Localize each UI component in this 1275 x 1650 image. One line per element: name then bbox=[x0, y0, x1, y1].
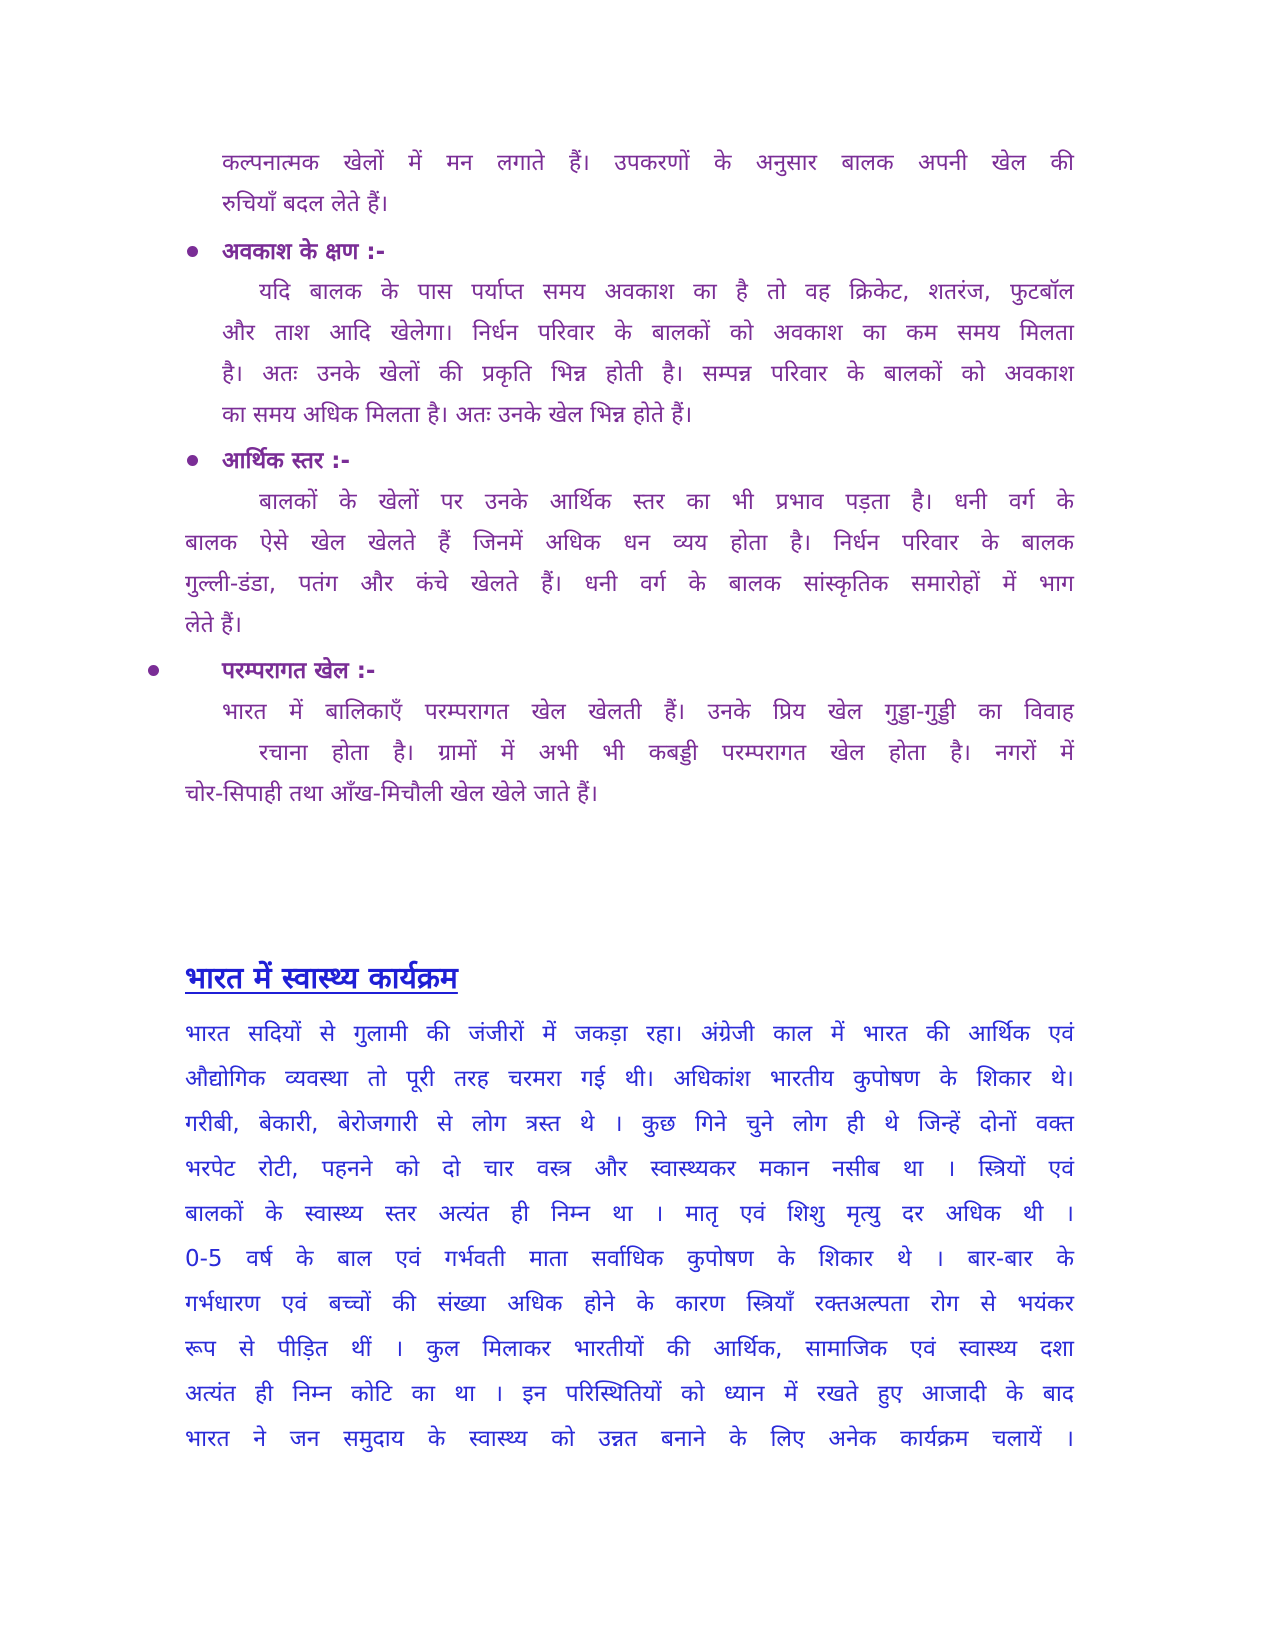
bullet-icon bbox=[148, 665, 159, 676]
text-line: रूप से पीड़ित थीं । कुल मिलाकर भारतीयों की आर्थिक, सामाजिक एवं स्वास्थ्य दशा bbox=[185, 1336, 1074, 1362]
bullet-icon bbox=[187, 246, 198, 257]
continuation-paragraph bbox=[222, 143, 1074, 225]
text-line: औद्योगिक व्यवस्था तो पूरी तरह चरमरा गई थी। अधिकांश भारतीय कुपोषण के शिकार थे। bbox=[185, 1066, 1074, 1092]
text-line: 0-5 वर्ष के बाल एवं गर्भवती माता सर्वाधिक कुपोषण के शिकार थे । बार-बार के bbox=[185, 1246, 1074, 1272]
text-line: का समय अधिक मिलता है। अतः उनके खेल भिन्न होते हैं। bbox=[222, 402, 693, 428]
text-line: गर्भधारण एवं बच्चों की संख्या अधिक होने के कारण स्त्रियाँ रक्तअल्पता रोग से भयंकर bbox=[185, 1291, 1074, 1317]
avkash-paragraph bbox=[222, 272, 1074, 436]
heading-avkash: अवकाश के क्षण :- bbox=[222, 239, 386, 265]
text-line: यदि बालक के पास पर्याप्त समय अवकाश का है तो वह क्रिकेट, शतरंज, फुटबॉल bbox=[259, 279, 1074, 305]
text-line: गरीबी, बेकारी, बेरोजगारी से लोग त्रस्त थे । कुछ गिने चुने लोग ही थे जिन्हें दोनों वक्त bbox=[185, 1111, 1074, 1137]
text-line: चोर-सिपाही तथा आँख-मिचौली खेल खेले जाते हैं। bbox=[185, 781, 598, 807]
text-line: बालक ऐसे खेल खेलते हैं जिनमें अधिक धन व्यय होता है। निर्धन परिवार के बालक bbox=[185, 530, 1074, 556]
text-line: भारत में बालिकाएँ परम्परागत खेल खेलती हैं। उनके प्रिय खेल गुड्डा-गुड्डी का विवाह bbox=[222, 699, 1074, 725]
arthik-paragraph bbox=[185, 482, 1074, 646]
text-line: भरपेट रोटी, पहनने को दो चार वस्त्र और स्वास्थ्यकर मकान नसीब था । स्त्रियों एवं bbox=[185, 1156, 1074, 1182]
text-line: रचाना होता है। ग्रामों में अभी भी कबड्डी परम्परागत खेल होता है। नगरों में bbox=[259, 740, 1074, 766]
parampragat-paragraph bbox=[185, 692, 1074, 815]
text-line: कल्पनात्मक खेलों में मन लगाते हैं। उपकरणों के अनुसार बालक अपनी खेल की bbox=[222, 150, 1074, 176]
text-line: है। अतः उनके खेलों की प्रकृति भिन्न होती है। सम्पन्न परिवार के बालकों को अवकाश bbox=[222, 361, 1074, 387]
text-line: गुल्ली-डंडा, पतंग और कंचे खेलते हैं। धनी वर्ग के बालक सांस्कृतिक समारोहों में भाग bbox=[185, 571, 1074, 597]
bullet-icon bbox=[187, 455, 198, 466]
text-line: लेते हैं। bbox=[185, 612, 242, 638]
heading-arthik: आर्थिक स्तर :- bbox=[222, 448, 351, 474]
text-line: भारत ने जन समुदाय के स्वास्थ्य को उन्नत बनाने के लिए अनेक कार्यक्रम चलायें । bbox=[185, 1426, 1074, 1452]
heading-parampragat: परम्परागत खेल :- bbox=[222, 658, 376, 684]
text-line: भारत सदियों से गुलामी की जंजीरों में जकड़ा रहा। अंग्रेजी काल में भारत की आर्थिक एवं bbox=[185, 1021, 1074, 1047]
health-paragraph bbox=[185, 1012, 1074, 1462]
section-title: भारत में स्वास्थ्य कार्यक्रम bbox=[185, 961, 458, 996]
text-line: रुचियाँ बदल लेते हैं। bbox=[222, 191, 389, 217]
text-line: और ताश आदि खेलेगा। निर्धन परिवार के बालकों को अवकाश का कम समय मिलता bbox=[222, 320, 1074, 346]
text-line: बालकों के खेलों पर उनके आर्थिक स्तर का भी प्रभाव पड़ता है। धनी वर्ग के bbox=[259, 489, 1074, 515]
text-line: अत्यंत ही निम्न कोटि का था । इन परिस्थितियों को ध्यान में रखते हुए आजादी के बाद bbox=[185, 1381, 1074, 1407]
text-line: बालकों के स्वास्थ्य स्तर अत्यंत ही निम्न था । मातृ एवं शिशु मृत्यु दर अधिक थी । bbox=[185, 1201, 1074, 1227]
